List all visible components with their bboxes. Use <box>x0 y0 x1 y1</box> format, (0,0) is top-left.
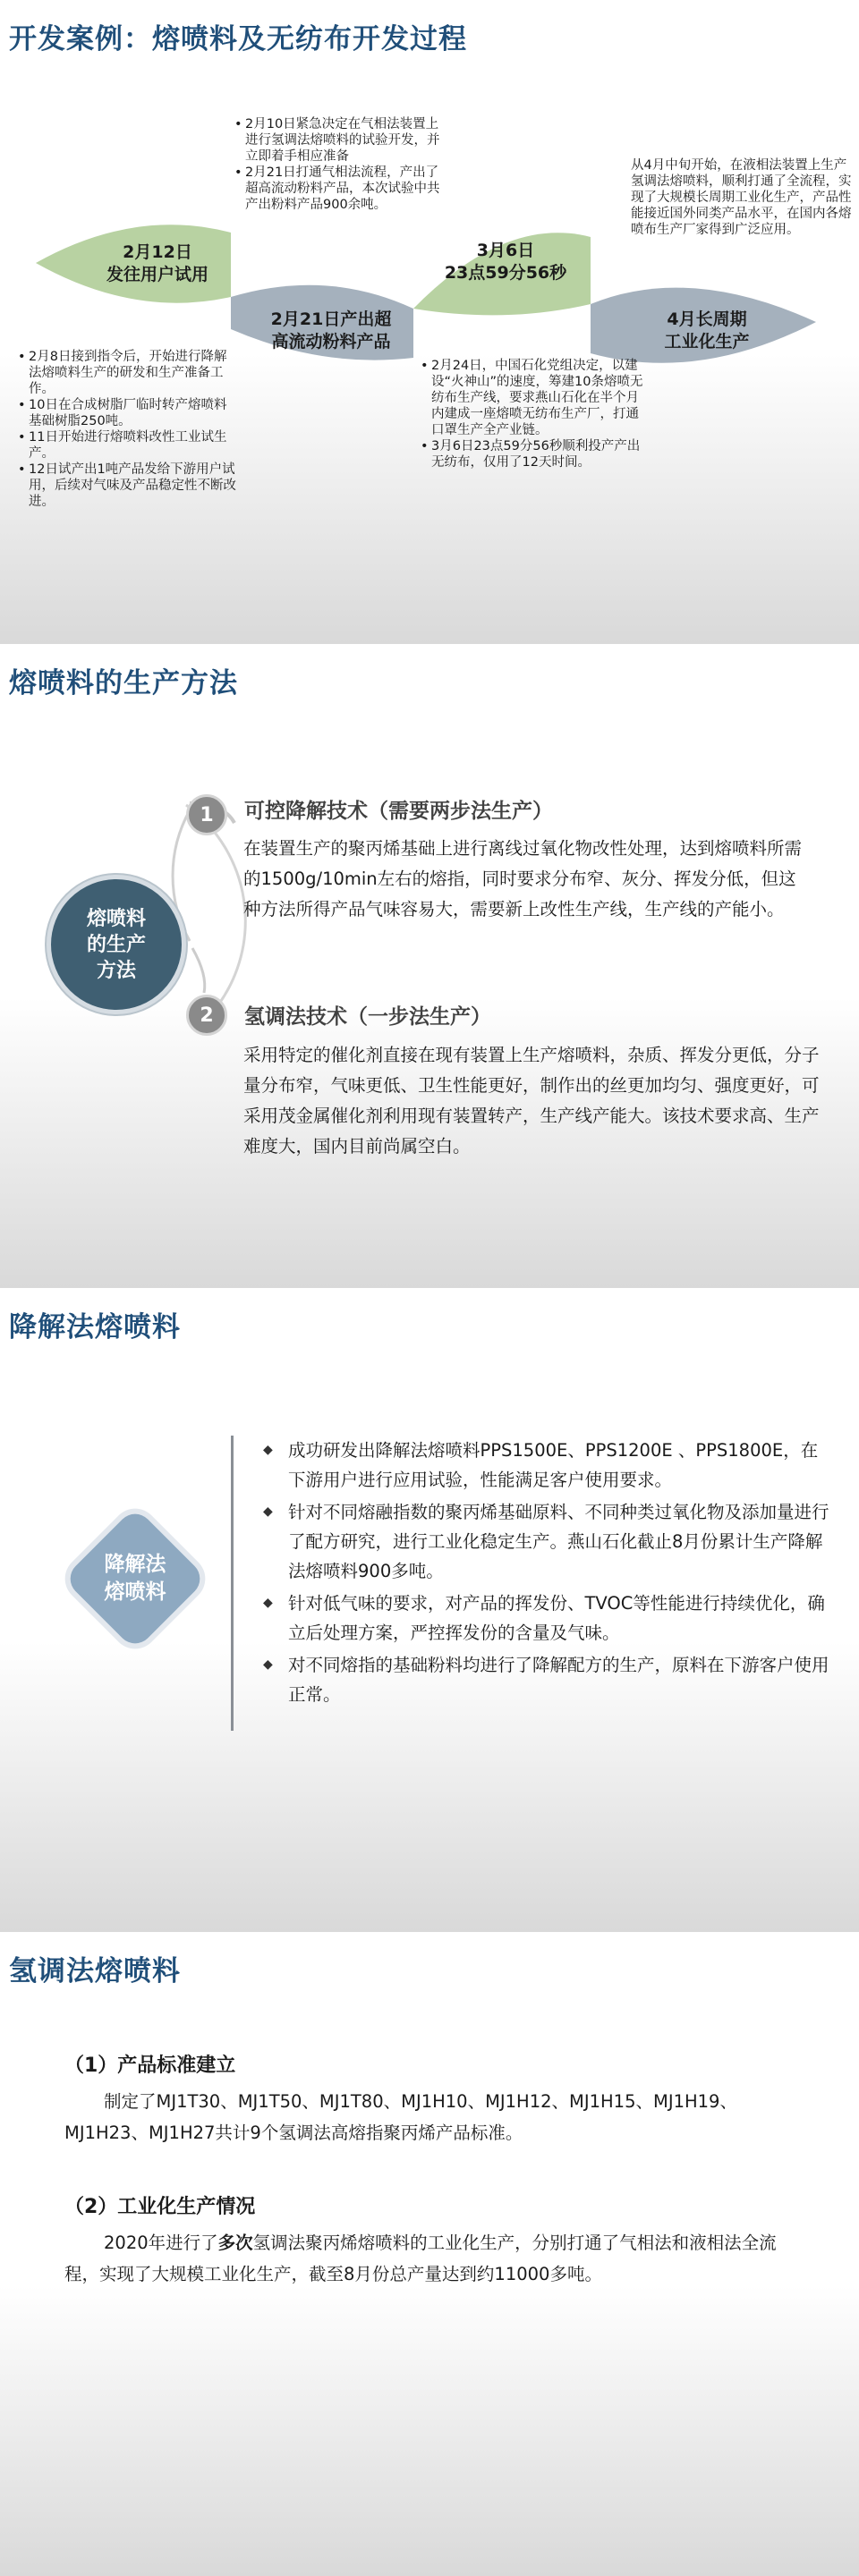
stage-4-label: 4月长周期 工业化生产 <box>664 309 750 352</box>
list-item: ◆ 针对低气味的要求，对产品的挥发份、TVOC等性能进行持续优化，确立后处理方案，严控挥发份的含量及气味。 <box>259 1589 832 1648</box>
stage-3-label: 3月6日 23点59分56秒 <box>444 241 567 283</box>
note-item: • 2月10日紧急决定在气相法装置上进行氢调法熔喷料的试验开发，并立即着手相应准备 <box>234 116 449 165</box>
methods-hub: 熔喷料 的生产 方法 <box>47 875 186 1014</box>
method-1-number: 1 <box>186 794 227 835</box>
section-1-body: 制定了MJ1T30、MJ1T50、MJ1T80、MJ1H10、MJ1H12、MJ1H15、MJ1H19、MJ1H23、MJ1H27共计9个氢调法高熔指聚丙烯产品标准。 <box>64 2091 737 2143</box>
note-text: 从4月中旬开始，在液相法装置上生产氢调法熔喷料，顺利打通了全流程，实现了大规模长周期工业化生产，产品性能接近国外同类产品水平，在国内各熔喷布生产厂家得到广泛应用。 <box>631 158 852 237</box>
slide-title: 熔喷料的生产方法 <box>9 667 238 699</box>
emphasis-text: 多次 <box>217 2233 253 2253</box>
slide-title: 氢调法熔喷料 <box>9 1955 181 1987</box>
method-2-title: 氢调法技术（一步法生产） <box>244 1005 491 1029</box>
section-2-body: 2020年进行了多次氢调法聚丙烯熔喷料的工业化生产，分别打通了气相法和液相法全流程，实现了大规模工业化生产，截至8月份总产量达到约11000多吨。 <box>64 2233 777 2284</box>
note-top-right <box>631 157 855 238</box>
divider-line <box>231 1436 234 1731</box>
slide-hydrogen-method <box>0 1932 859 2576</box>
note-item: • 2月21日打通气相法流程，产出了超高流动粉料产品，本次试验中共产出粉料产品900余吨。 <box>234 165 449 213</box>
note-bottom-mid <box>421 358 649 470</box>
slide-development-case <box>0 0 859 644</box>
method-1-body: 在装置生产的聚丙烯基础上进行离线过氧化物改性处理，达到熔喷料所需的1500g/10min左右的熔指，同时要求分布窄、灰分、挥发分低，但这种方法所得产品气味容易大，需要新上改性生产线，生产线的产能小。 <box>243 838 803 919</box>
degradation-badge: 降解法 熔喷料 <box>68 1512 202 1646</box>
list-item: ◆ 对不同熔指的基础粉料均进行了降解配方的生产，原料在下游客户使用正常。 <box>259 1650 832 1709</box>
degradation-bullet-list <box>259 1436 832 1712</box>
slide-title: 降解法熔喷料 <box>9 1311 181 1343</box>
method-1-title: 可控降解技术（需要两步法生产） <box>244 800 553 823</box>
note-item: • 3月6日23点59分56秒顺利投产产出无纺布，仅用了12天时间。 <box>421 438 649 470</box>
slide-degradation-method <box>0 1288 859 1932</box>
slide-title: 开发案例：熔喷料及无纺布开发过程 <box>9 23 467 55</box>
note-item: • 11日开始进行熔喷料改性工业试生产。 <box>18 429 237 462</box>
slide-production-methods <box>0 644 859 1288</box>
note-item: • 10日在合成树脂厂临时转产熔喷料基础树脂250吨。 <box>18 397 237 429</box>
note-bottom-left <box>18 349 237 510</box>
note-item: • 2月24日，中国石化党组决定，以建设“火神山”的速度，筹建10条熔喷无纺布生产线，要求燕山石化在半个月内建成一座熔喷无纺布生产厂，打通口罩生产全产业链。 <box>421 358 649 438</box>
list-item: ◆ 成功研发出降解法熔喷料PPS1500E、PPS1200E 、PPS1800E，在下游用户进行应用试验，性能满足客户使用要求。 <box>259 1436 832 1495</box>
list-item: ◆ 针对不同熔融指数的聚丙烯基础原料、不同种类过氧化物及添加量进行了配方研究，进行工业化稳定生产。燕山石化截止8月份累计生产降解法熔喷料900多吨。 <box>259 1497 832 1586</box>
method-2-body: 采用特定的催化剂直接在现有装置上生产熔喷料，杂质、挥发分更低，分子量分布窄，气味更低、卫生性能更好，制作出的丝更加均匀、强度更好，可采用茂金属催化剂利用现有装置转产，生产线产能大。该技术要求高、生产难度大，国内目前尚属空白。 <box>243 1045 820 1157</box>
method-2-number: 2 <box>186 995 227 1036</box>
section-1-heading: （1）产品标准建立 <box>64 2055 236 2077</box>
section-2-heading: （2）工业化生产情况 <box>64 2196 256 2218</box>
stage-1-label: 2月12日 发往用户试用 <box>106 242 208 284</box>
note-top-left <box>234 116 449 213</box>
note-item: • 12日试产出1吨产品发给下游用户试用，后续对气味及产品稳定性不断改进。 <box>18 462 237 510</box>
note-item: • 2月8日接到指令后，开始进行降解法熔喷料生产的研发和生产准备工作。 <box>18 349 237 397</box>
stage-2-label: 2月21日产出超 高流动粉料产品 <box>270 309 392 352</box>
